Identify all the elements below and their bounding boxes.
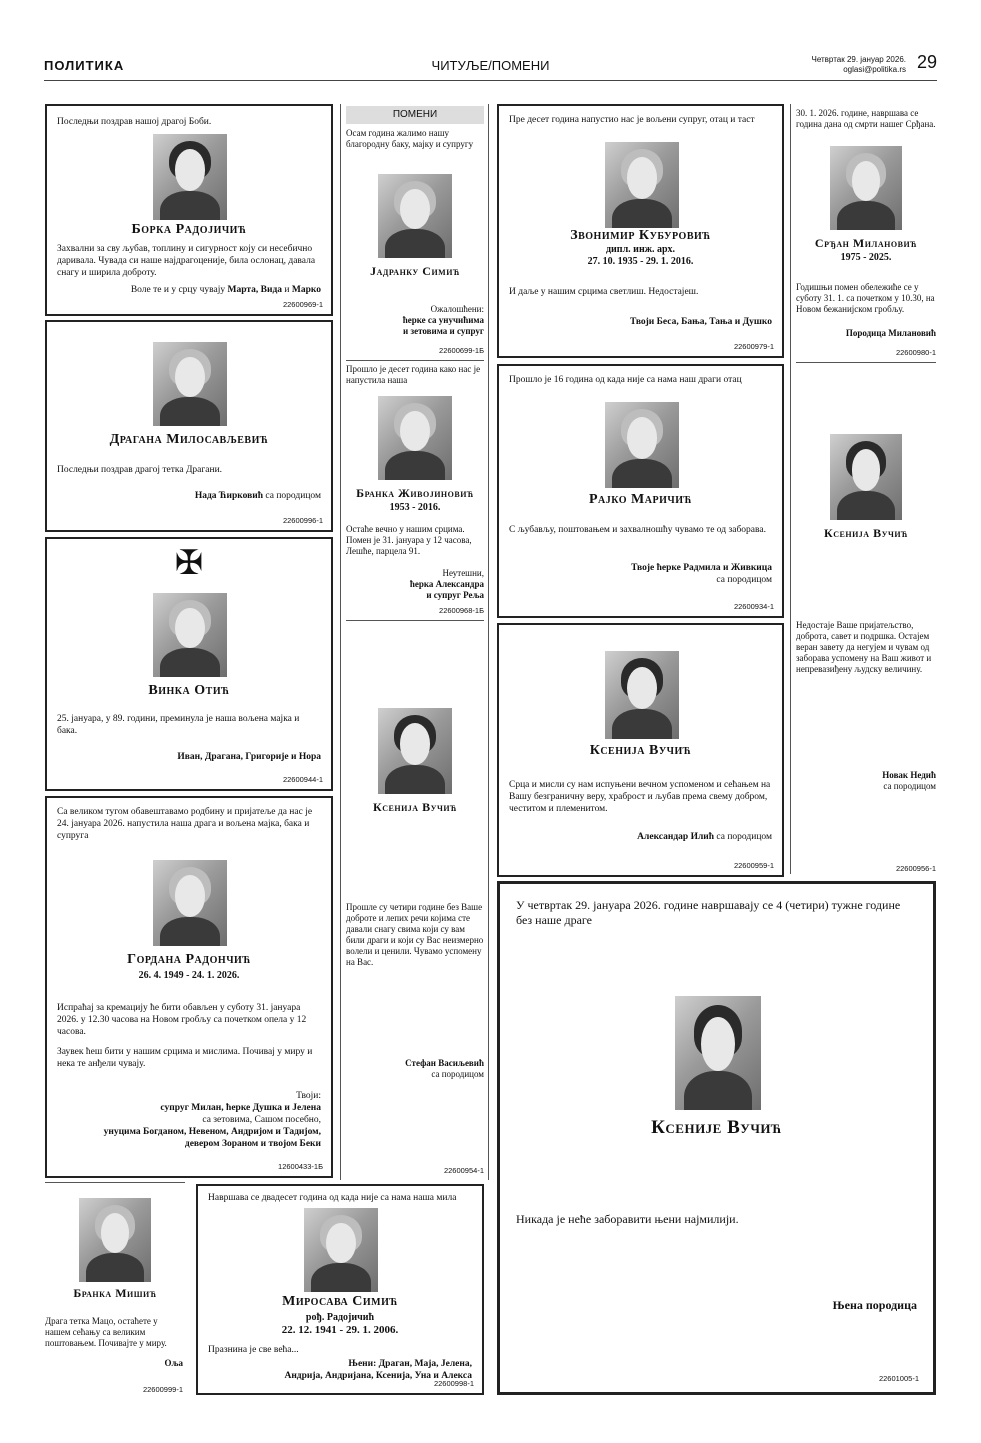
life-dates: 22. 12. 1941 - 29. 1. 2006. xyxy=(281,1324,399,1336)
pomeni-label: ПОМЕНИ xyxy=(346,106,484,124)
ad-code: 22600980-1 xyxy=(895,348,936,357)
obituary-ksenija-stefan xyxy=(346,700,484,1178)
obituary-text: 25. јануара, у 89. години, преминула је наша вољена мајка и бака. xyxy=(57,714,300,736)
portrait-photo xyxy=(830,146,902,230)
deceased-name: Миросава Симић xyxy=(282,1294,398,1309)
section-title: ЧИТУЉЕ/ПОМЕНИ xyxy=(431,58,550,73)
ad-code: 22600999-1 xyxy=(142,1385,183,1394)
obituary-signature: Нада Ћирковић са породицом xyxy=(194,491,321,501)
obituary-text: Заувек ћеш бити у нашим срцима и мислима. Почивај у миру и нека те анђели чувају. xyxy=(57,1047,313,1069)
portrait-photo xyxy=(378,396,452,480)
ad-code: 22600969-1 xyxy=(282,300,323,309)
obituary-text: Остаће вечно у нашим срцима. Помен је 31. јануара у 12 часова, Лешће, парцела 91. xyxy=(346,524,472,556)
obituary-text: Прошле су четири године без Ваше доброте и лепих речи којима сте давали снагу свима који су вам били драги и који су Вас неизмерно волели и ценили. Чувамо успомену на Вас. xyxy=(346,902,484,967)
portrait-photo xyxy=(830,434,902,520)
obituary-signature: Александар Илић са породицом xyxy=(637,832,772,842)
divider xyxy=(45,1182,185,1183)
obituary-text: Празнина је све већа... xyxy=(208,1345,299,1355)
obituary-zvonimir xyxy=(497,104,784,358)
obituary-signature: Њени: Драган, Маја, Јелена, Андрија, Андријана, Ксенија, Уна и Алекса xyxy=(284,1359,472,1381)
life-dates: 1953 - 2016. xyxy=(389,502,441,513)
obituary-text: Испраћај за кремацију ће бити обављен у суботу 31. јануара 2026. у 12.30 часова на Новом гробљу са почетком опела у 12 часова. xyxy=(57,1003,307,1037)
obituary-vinka xyxy=(45,537,333,791)
obituary-jadranka xyxy=(346,128,484,356)
obituary-signature: Иван, Драгана, Григорије и Нора xyxy=(177,752,321,762)
obituary-text: Недостаје Ваше пријатељство, доброта, савет и подршка. Остајем веран завету да негујем и чувам од заборава успомену на Ваш живот и непревазиђену људску величину. xyxy=(796,620,932,674)
obituary-text: Захвални за сву љубав, топлину и сигурност коју си несебично даривала. Чувада си наше најдрагоценије, била ослонац, давала снагу и ширила доброту. xyxy=(57,244,316,278)
deceased-name: Рајко Маричић xyxy=(589,492,692,507)
obituary-intro: Прошло је 16 година од када није са нама наш драги отац xyxy=(509,375,742,385)
ad-code: 22600979-1 xyxy=(733,342,774,351)
divider xyxy=(796,362,936,363)
obituary-ksenija-family xyxy=(497,881,936,1395)
ad-code: 12600433-1Б xyxy=(278,1162,323,1171)
obituary-signature: Твоји: супруг Милан, ћерке Душка и Јелена са зетовима, Сашом посебно, унуцима Богданом, Невеном, Андријом и Тадијом, девером Зораном и твојом Беки xyxy=(103,1091,321,1149)
obituary-signature: Воле те и у срцу чувају Марта, Вида и Марко xyxy=(130,285,321,295)
ad-code: 22600699-1Б xyxy=(439,346,484,355)
professional-title: дипл. инж. арх. xyxy=(605,244,676,255)
life-dates: 27. 10. 1935 - 29. 1. 2016. xyxy=(587,256,694,267)
contact-email: oglasi@politika.rs xyxy=(843,65,906,74)
ad-code: 22600956-1 xyxy=(895,864,936,873)
obituary-intro: Прошло је десет година како нас је напустила наша xyxy=(346,364,481,385)
newspaper-logo: ПОЛИТИКА xyxy=(44,58,125,73)
obituary-signature: Породица Милановић xyxy=(845,328,936,338)
obituary-signature: Твоје ћерке Радмила и Живкица са породицом xyxy=(631,563,772,585)
divider xyxy=(790,104,791,874)
ad-code: 22600998-1 xyxy=(433,1379,474,1388)
deceased-name: Бранка Живојиновић xyxy=(356,486,474,500)
obituary-text: Никада је неће заборавити њени најмилији. xyxy=(516,1212,739,1226)
deceased-name: Гордана Радончић xyxy=(127,952,251,967)
obituary-borka xyxy=(45,104,333,316)
obituary-signature: Ожалошћени: ћерке са унучићима и зетовима и супруг xyxy=(402,304,484,336)
portrait-photo xyxy=(605,402,679,488)
obituary-intro: Са великом тугом обавештавамо родбину и пријатеље да нас је 24. јануара 2026. напустила наша драга и вољена мајка, бака и супруга xyxy=(57,807,313,841)
ad-code: 22600954-1 xyxy=(443,1166,484,1175)
obituary-intro: Осам година жалимо нашу благородну баку, мајку и супругу xyxy=(346,128,474,149)
dateline xyxy=(812,55,907,75)
ad-code: 22600968-1Б xyxy=(439,606,484,615)
obituary-text: Годишњи помен обележиће се у суботу 31. 1. са почетком у 10.30, на Новом бежанијском гробљу. xyxy=(796,282,935,314)
obituary-gordana xyxy=(45,796,333,1178)
obituary-branka-misic xyxy=(45,1190,185,1395)
ad-code: 22601005-1 xyxy=(878,1374,919,1383)
maiden-name: рођ. Радојичић xyxy=(305,1312,375,1323)
obituary-text: С љубављу, поштовањем и захвалношћу чувамо те од заборава. xyxy=(509,525,766,535)
deceased-name: Драгана Милосављевић xyxy=(109,432,269,447)
obituary-intro: Навршава се двадесет година од када није са нама наша мила xyxy=(208,1193,457,1203)
portrait-photo xyxy=(378,708,452,794)
obituary-mirosava xyxy=(196,1184,484,1395)
issue-date: Четвртак 29. јануар 2026. xyxy=(811,55,906,64)
divider xyxy=(488,104,489,1180)
obituary-rajko xyxy=(497,364,784,618)
divider xyxy=(340,104,341,1180)
header-rule xyxy=(44,80,937,81)
portrait-photo xyxy=(378,174,452,258)
life-dates: 1975 - 2025. xyxy=(840,252,892,263)
portrait-photo xyxy=(153,860,227,946)
obituary-signature: Новак Недић са породицом xyxy=(882,770,936,791)
obituary-text: Драга тетка Мацо, остаћете у нашем сећању са великим поштовањем. Почивајте у миру. xyxy=(45,1316,167,1348)
ad-code: 22600996-1 xyxy=(282,516,323,525)
obituary-signature: Оља xyxy=(164,1358,183,1368)
obituary-signature: Њена породица xyxy=(832,1298,917,1312)
portrait-photo xyxy=(153,134,227,220)
portrait-photo xyxy=(153,593,227,677)
obituary-intro: У четвртак 29. јануара 2026. године навршавају се 4 (четири) тужне године без наше драге xyxy=(516,898,901,927)
obituary-ksenija-aleksandar xyxy=(497,623,784,877)
obituary-signature: Стефан Васиљевић са породицом xyxy=(405,1058,484,1079)
ad-code: 22600959-1 xyxy=(733,861,774,870)
obituary-signature: Неутешни, ћерка Александра и супруг Реља xyxy=(409,568,484,600)
deceased-name: Винка Отић xyxy=(148,683,230,698)
portrait-photo xyxy=(675,996,761,1110)
cross-icon: ✠ xyxy=(174,545,204,582)
obituary-intro: Пре десет година напустио нас је вољени супруг, отац и таст xyxy=(509,115,755,125)
deceased-name: Срђан Милановић xyxy=(814,236,918,250)
obituary-dragana xyxy=(45,320,333,532)
obituary-branka-zivojinovic xyxy=(346,364,484,616)
deceased-name: Ксеније Вучић xyxy=(651,1117,782,1138)
deceased-name: Јадранку Симић xyxy=(370,264,460,278)
obituary-ksenija-novak xyxy=(796,428,936,874)
deceased-name: Ксенија Вучић xyxy=(824,526,908,540)
portrait-photo xyxy=(153,342,227,426)
divider xyxy=(346,620,484,621)
deceased-name: Борка Радојичић xyxy=(131,222,247,237)
page-number: 29 xyxy=(916,52,937,72)
divider xyxy=(346,360,484,361)
deceased-name: Ксенија Вучић xyxy=(589,743,692,758)
portrait-photo xyxy=(79,1198,151,1282)
deceased-name: Ксенија Вучић xyxy=(373,800,457,814)
deceased-name: Бранка Мишић xyxy=(73,1286,157,1300)
obituary-intro: 30. 1. 2026. године, навршава се година дана од смрти нашег Срђана. xyxy=(796,108,936,129)
life-dates: 26. 4. 1949 - 24. 1. 2026. xyxy=(138,970,240,981)
portrait-photo xyxy=(605,651,679,739)
ad-code: 22600944-1 xyxy=(282,775,323,784)
portrait-photo xyxy=(605,142,679,228)
obituary-text: Срца и мисли су нам испуњени вечном успоменом и сећањем на Вашу безграничну веру, храброст и љубав према свему добром, честитом и племенитом. xyxy=(509,780,771,814)
obituary-text: Последњи поздрав драгој тетка Драгани. xyxy=(57,465,223,475)
obituary-text: И даље у нашим срцима светлиш. Недостајеш. xyxy=(509,287,699,297)
ad-code: 22600934-1 xyxy=(733,602,774,611)
obituary-intro: Последњи поздрав нашој драгој Боби. xyxy=(57,117,212,127)
obituary-srdjan xyxy=(796,108,936,358)
portrait-photo xyxy=(304,1208,378,1292)
deceased-name: Звонимир Кубуровић xyxy=(570,228,711,243)
obituary-signature: Твоји Беса, Бања, Тања и Душко xyxy=(629,317,772,327)
